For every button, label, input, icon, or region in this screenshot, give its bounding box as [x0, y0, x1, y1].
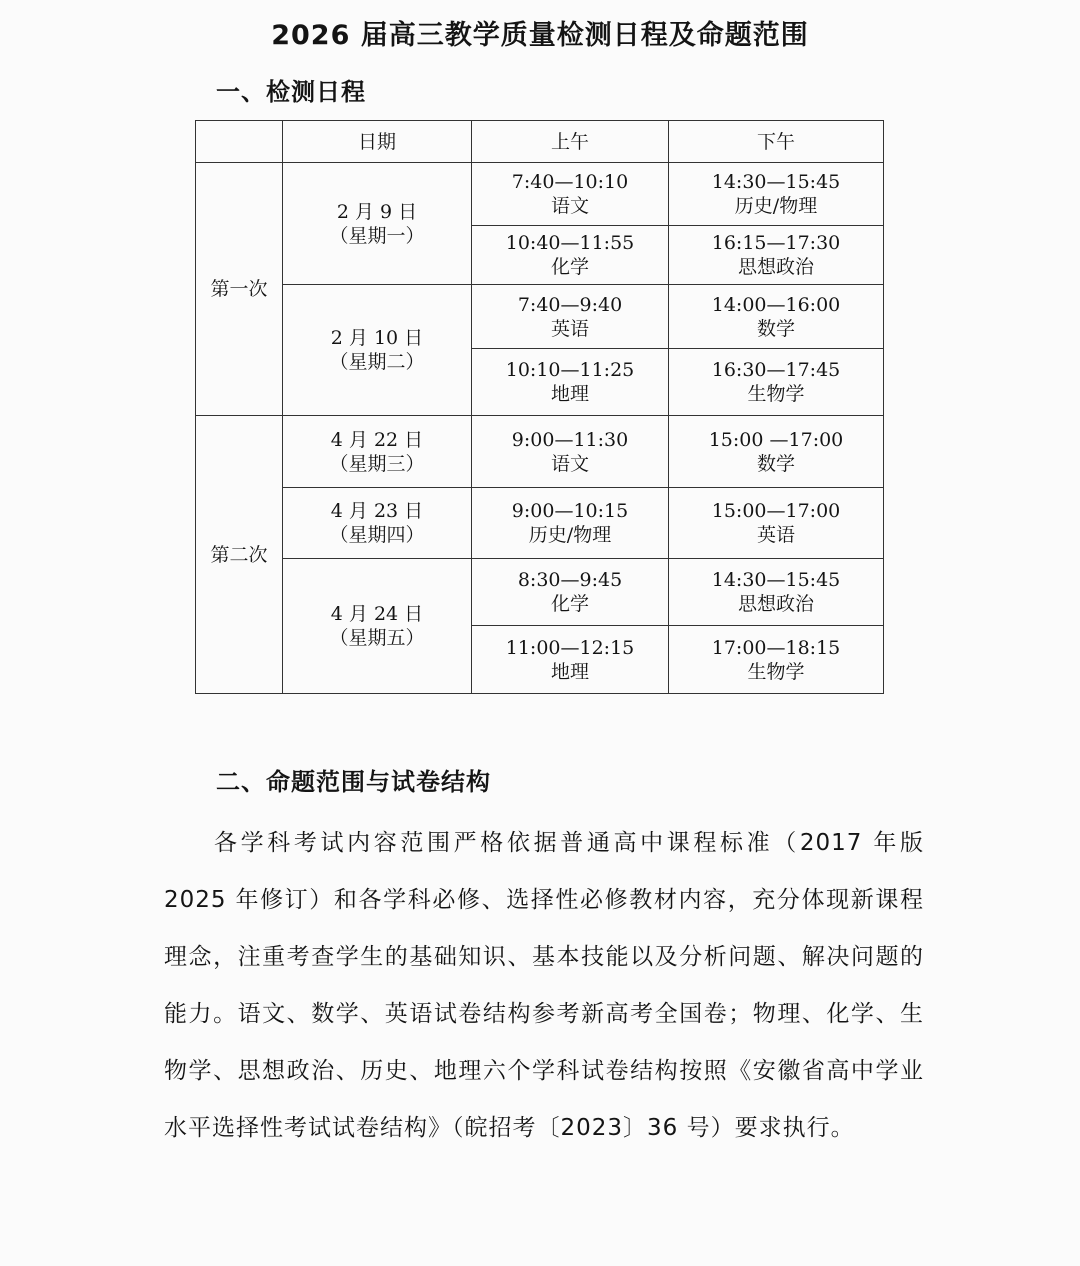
date-cell — [283, 416, 472, 488]
scope-paragraph: 各学科考试内容范围严格依据普通高中课程标准（2017 年版 2025 年修订）和各学科必修、选择性必修教材内容，充分体现新课程理念，注重考查学生的基础知识、基本技能以及分析问题、解决问题的能力。语文、数学、英语试卷结构参考新高考全国卷；物理、化学、生物学、思想政治、历史、地理六个学科试卷结构按照《安徽省高中学业水平选择性考试试卷结构》（皖招考〔2023〕36 号）要求执行。 — [164, 830, 924, 1141]
session-time: 15:00—17:00 — [711, 500, 841, 522]
weekday-text: （星期五） — [329, 627, 425, 649]
header-cell-afternoon: 下午 — [669, 121, 884, 163]
document-title: 2026 届高三教学质量检测日程及命题范围 — [271, 20, 809, 51]
weekday-text: （星期二） — [329, 351, 425, 373]
morning-session-cell — [472, 226, 669, 285]
table-row — [196, 285, 884, 349]
afternoon-session-cell — [669, 226, 884, 285]
session-subject: 地理 — [550, 383, 589, 405]
round-label-cell: 第一次 — [196, 163, 283, 416]
session-subject: 思想政治 — [737, 256, 814, 278]
session-subject: 历史/物理 — [528, 524, 612, 546]
date-text: 2 月 9 日 — [336, 200, 418, 223]
date-text: 4 月 24 日 — [330, 603, 424, 625]
session-time: 17:00—18:15 — [711, 636, 841, 659]
date-cell — [283, 163, 472, 285]
session-time: 7:40—10:10 — [511, 171, 629, 193]
round-label-cell: 第二次 — [196, 416, 283, 694]
session-subject: 数学 — [756, 317, 795, 340]
date-cell — [283, 559, 472, 694]
exam-schedule-table — [195, 120, 884, 694]
morning-session-cell — [472, 488, 669, 559]
session-time: 9:00—11:30 — [511, 428, 629, 451]
morning-session-cell — [472, 285, 669, 349]
section-heading-schedule: 一、检测日程 — [216, 78, 366, 106]
table-row — [196, 416, 884, 488]
table-header-row — [196, 121, 884, 163]
weekday-text: （星期一） — [329, 224, 425, 247]
session-subject: 生物学 — [747, 660, 805, 683]
session-subject: 语文 — [550, 452, 589, 475]
session-time: 10:10—11:25 — [505, 359, 635, 381]
session-time: 14:30—15:45 — [711, 569, 841, 591]
session-subject: 历史/物理 — [734, 195, 818, 217]
session-subject: 数学 — [756, 452, 795, 475]
table-row — [196, 559, 884, 626]
afternoon-session-cell — [669, 626, 884, 694]
session-subject: 英语 — [756, 524, 795, 546]
afternoon-session-cell — [669, 163, 884, 226]
session-time: 15:00 —17:00 — [708, 428, 844, 451]
session-subject: 语文 — [550, 195, 589, 217]
morning-session-cell — [472, 349, 669, 416]
session-time: 14:00—16:00 — [711, 293, 841, 316]
header-cell-date: 日期 — [283, 121, 472, 163]
session-time: 9:00—10:15 — [511, 500, 629, 522]
afternoon-session-cell — [669, 285, 884, 349]
session-subject: 思想政治 — [737, 593, 814, 615]
session-time: 7:40—9:40 — [517, 293, 623, 316]
session-time: 10:40—11:55 — [505, 232, 635, 254]
session-subject: 生物学 — [747, 383, 805, 405]
table-row — [196, 163, 884, 226]
session-time: 11:00—12:15 — [505, 636, 635, 659]
afternoon-session-cell — [669, 349, 884, 416]
session-time: 14:30—15:45 — [711, 171, 841, 193]
session-subject: 地理 — [550, 660, 589, 683]
session-subject: 化学 — [550, 256, 589, 278]
date-text: 4 月 23 日 — [330, 500, 424, 522]
afternoon-session-cell — [669, 416, 884, 488]
morning-session-cell — [472, 559, 669, 626]
header-cell-round — [196, 121, 283, 163]
session-time: 8:30—9:45 — [517, 569, 623, 591]
session-subject: 英语 — [550, 317, 589, 340]
date-cell — [283, 488, 472, 559]
date-cell — [283, 285, 472, 416]
morning-session-cell — [472, 163, 669, 226]
section-heading-scope: 二、命题范围与试卷结构 — [216, 768, 491, 796]
afternoon-session-cell — [669, 559, 884, 626]
date-text: 2 月 10 日 — [330, 327, 424, 349]
session-time: 16:15—17:30 — [711, 232, 841, 254]
afternoon-session-cell — [669, 488, 884, 559]
morning-session-cell — [472, 416, 669, 488]
morning-session-cell — [472, 626, 669, 694]
weekday-text: （星期三） — [329, 452, 425, 475]
header-cell-morning: 上午 — [472, 121, 669, 163]
date-text: 4 月 22 日 — [330, 428, 424, 451]
table-row — [196, 488, 884, 559]
weekday-text: （星期四） — [329, 524, 425, 546]
session-time: 16:30—17:45 — [711, 359, 841, 381]
session-subject: 化学 — [550, 593, 589, 615]
